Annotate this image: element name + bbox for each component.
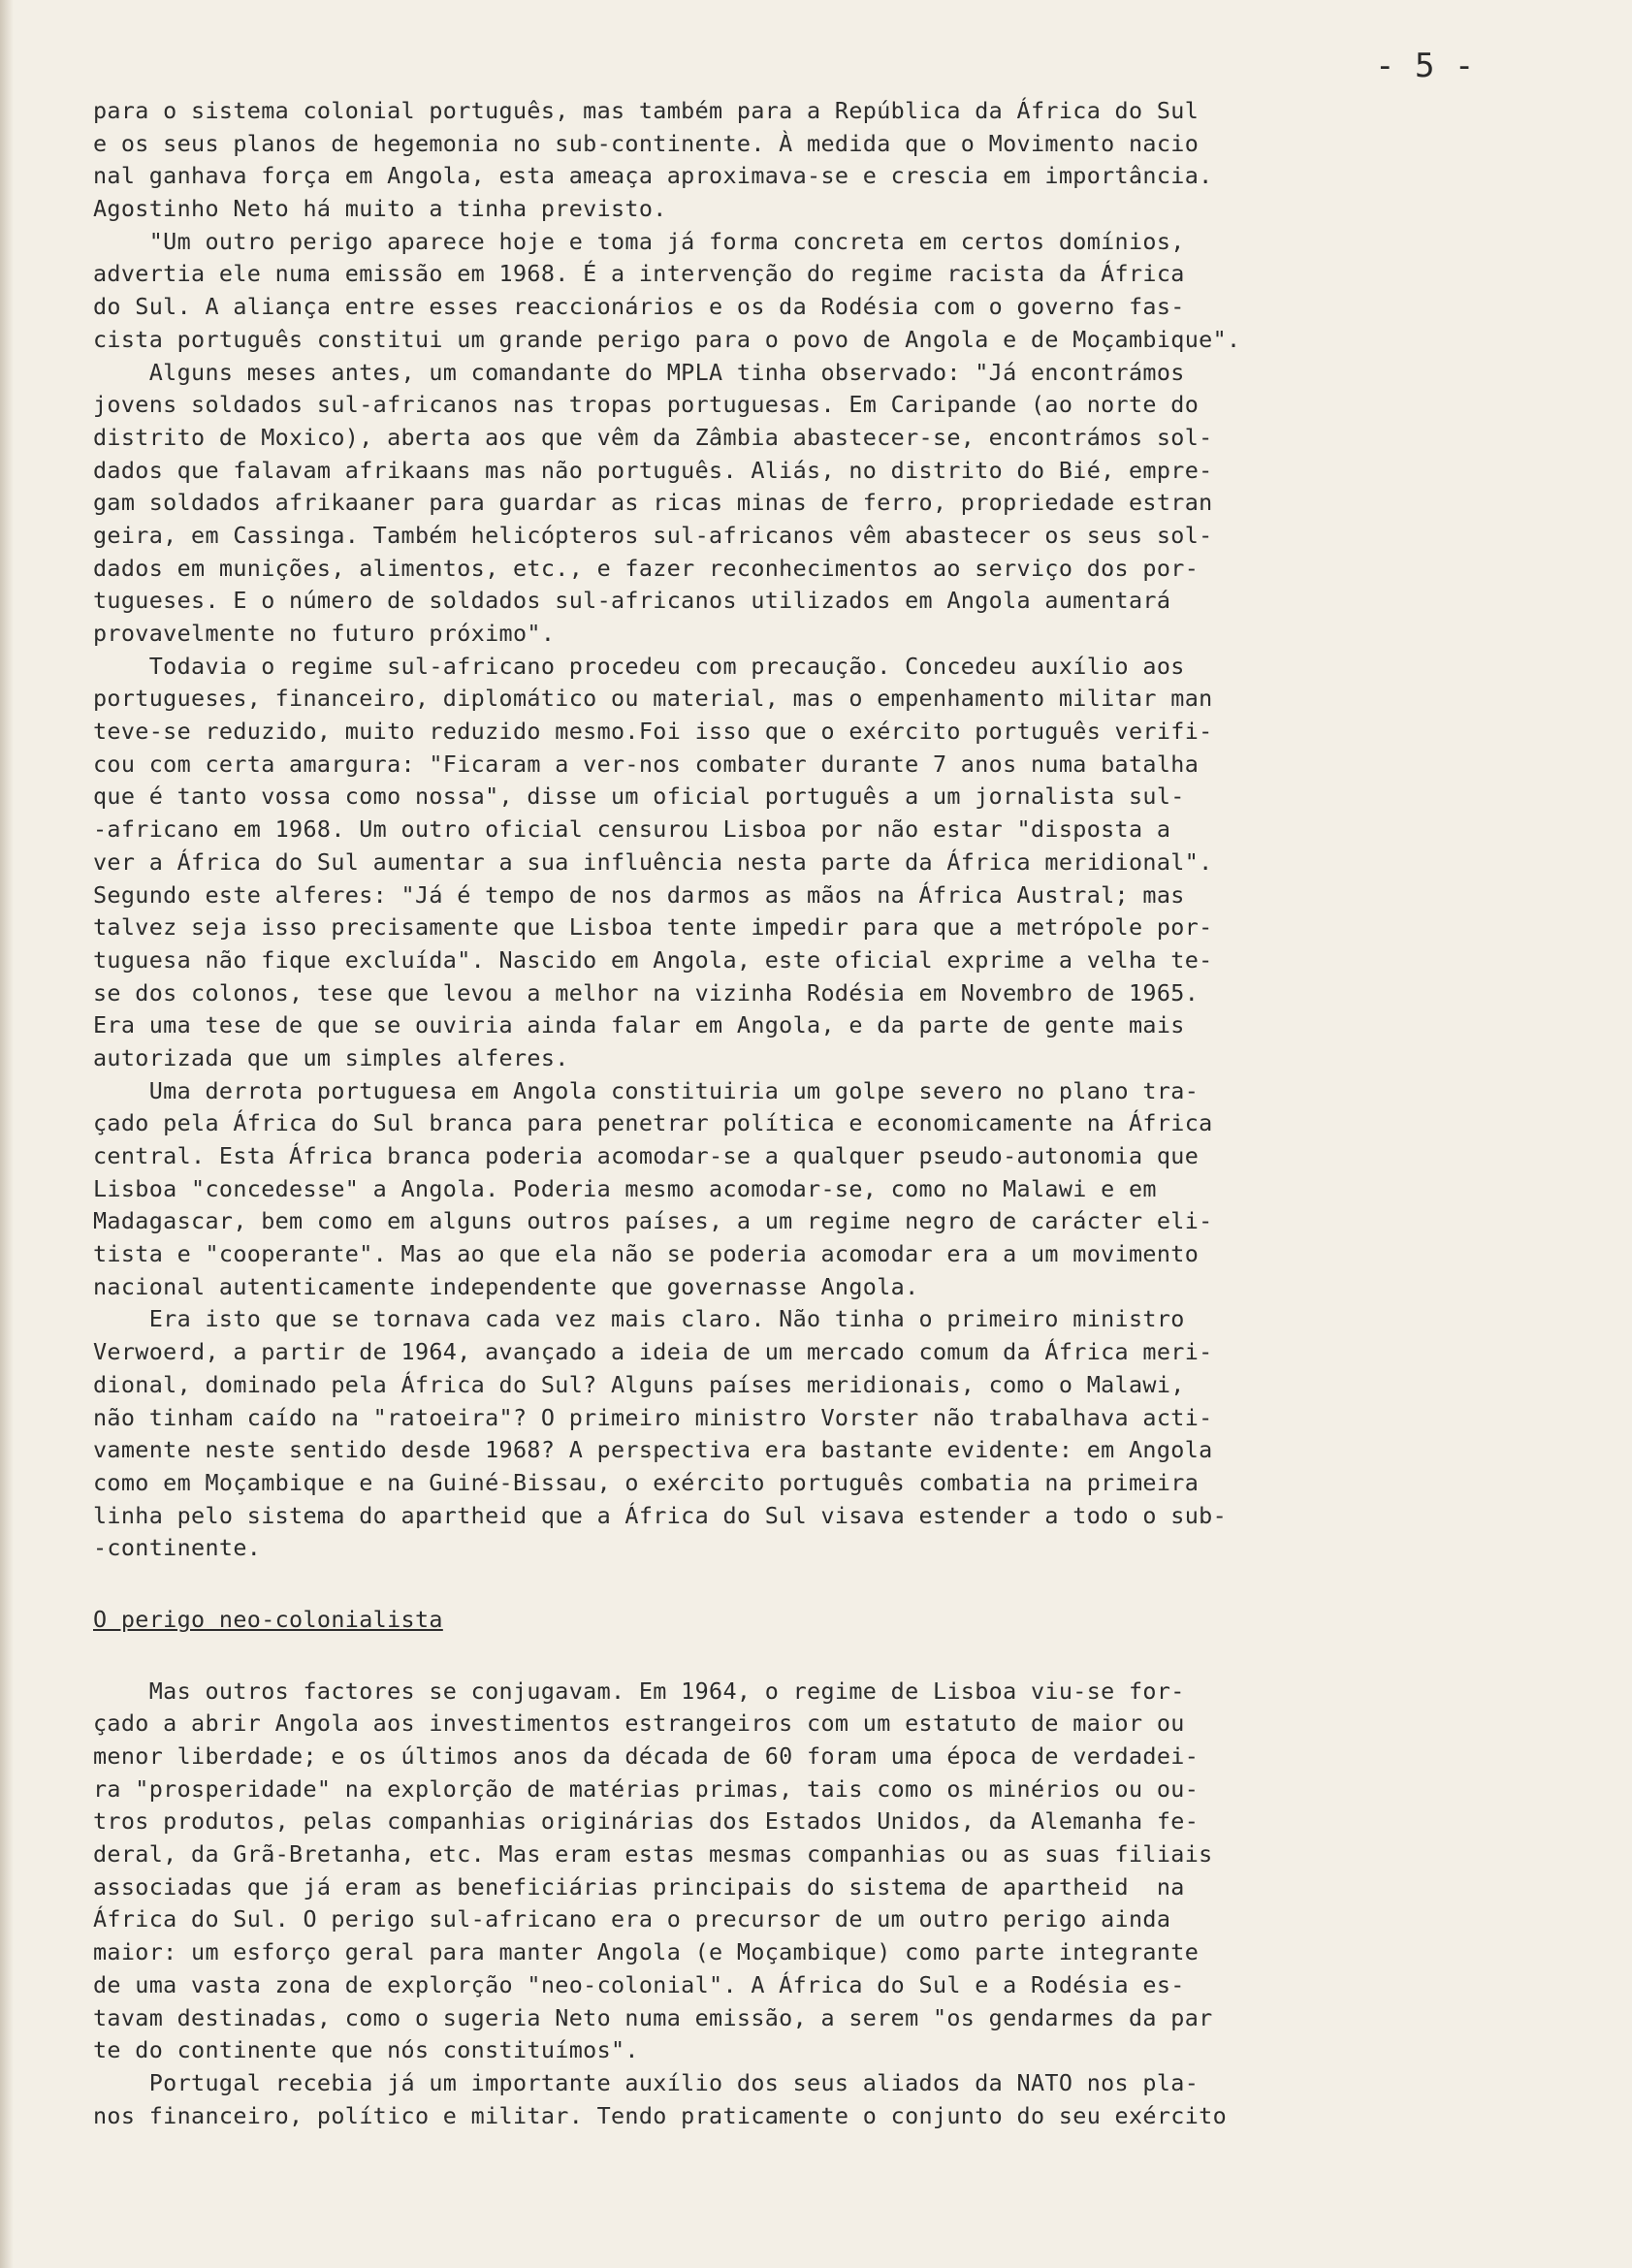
text-line: dados em munições, alimentos, etc., e fazer reconhecimentos ao serviço dos por-: [93, 554, 1200, 582]
text-line: para o sistema colonial português, mas também para a República da África do Sul: [93, 97, 1200, 124]
text-line: vamente neste sentido desde 1968? A perspectiva era bastante evidente: em Angola: [93, 1436, 1213, 1464]
text-line: distrito de Moxico), aberta aos que vêm da Zâmbia abastecer-se, encontrámos sol-: [93, 423, 1213, 451]
text-line: Madagascar, bem como em alguns outros países, a um regime negro de carácter eli-: [93, 1207, 1213, 1235]
text-line: advertia ele numa emissão em 1968. É a intervenção do regime racista da África: [93, 260, 1185, 288]
text-line: de uma vasta zona de explorção "neo-colonial". A África do Sul e a Rodésia es-: [93, 1970, 1185, 1998]
text-line: ra "prosperidade" na explorção de matérias primas, tais como os minérios ou ou-: [93, 1774, 1200, 1803]
text-line: portugueses, financeiro, diplomático ou material, mas o empenhamento militar man: [93, 685, 1213, 713]
text-line: nal ganhava força em Angola, esta ameaça aproximava-se e crescia em importância.: [93, 162, 1213, 190]
text-line: linha pelo sistema do apartheid que a África do Sul visava estender a todo o sub-: [93, 1501, 1228, 1529]
paper-edge-shadow: [0, 0, 14, 2268]
body-text: [93, 95, 1489, 2132]
text-line: menor liberdade; e os últimos anos da década de 60 foram uma época de verdadei-: [93, 1742, 1200, 1770]
text-line: -continente.: [93, 1534, 262, 1562]
text-line: cou com certa amargura: "Ficaram a ver-nos combater durante 7 anos numa batalha: [93, 750, 1200, 778]
text-line: que é tanto vossa como nossa", disse um oficial português a um jornalista sul-: [93, 783, 1185, 811]
text-line: jovens soldados sul-africanos nas tropas portuguesas. Em Caripande (ao norte do: [93, 391, 1200, 419]
text-line: Lisboa "concedesse" a Angola. Poderia mesmo acomodar-se, como no Malawi e em: [93, 1174, 1157, 1202]
text-line: Era uma tese de que se ouviria ainda falar em Angola, e da parte de gente mais: [93, 1011, 1185, 1039]
paragraph-gap: [93, 1565, 1489, 1604]
text-line: deral, da Grã-Bretanha, etc. Mas eram estas mesmas companhias ou as suas filiais: [93, 1840, 1213, 1869]
text-line: Verwoerd, a partir de 1964, avançado a ideia de um mercado comum da África meri-: [93, 1338, 1213, 1366]
text-line: gam soldados afrikaaner para guardar as ricas minas de ferro, propriedade estran: [93, 489, 1213, 517]
text-line: e os seus planos de hegemonia no sub-continente. À medida que o Movimento nacio: [93, 129, 1200, 157]
text-line: Agostinho Neto há muito a tinha previsto.: [93, 195, 667, 223]
section-colonial-threat: [93, 95, 1489, 1565]
text-line: África do Sul. O perigo sul-africano era o precursor de um outro perigo ainda: [93, 1905, 1171, 1933]
text-line: cista português constitui um grande perigo para o povo de Angola e de Moçambique".: [93, 325, 1241, 353]
text-line: Segundo este alferes: "Já é tempo de nos darmos as mãos na África Austral; mas: [93, 880, 1185, 909]
text-line: talvez seja isso precisamente que Lisboa tente impedir para que a metrópole por-: [93, 913, 1213, 942]
text-line: tavam destinadas, como o sugeria Neto numa emissão, a serem "os gendarmes da par: [93, 2003, 1213, 2031]
text-line: nacional autenticamente independente que governasse Angola.: [93, 1272, 919, 1300]
text-line: do Sul. A aliança entre esses reaccionários e os da Rodésia com o governo fas-: [93, 293, 1185, 321]
text-line: Era isto que se tornava cada vez mais claro. Não tinha o primeiro ministro: [93, 1305, 1185, 1333]
text-line: teve-se reduzido, muito reduzido mesmo.Foi isso que o exército português verifi-: [93, 718, 1213, 746]
text-line: não tinham caído na "ratoeira"? O primeiro ministro Vorster não trabalhava acti-: [93, 1403, 1213, 1431]
text-line: ver a África do Sul aumentar a sua influência nesta parte da África meridional".: [93, 847, 1213, 876]
text-line: nos financeiro, político e militar. Tendo praticamente o conjunto do seu exército: [93, 2101, 1228, 2129]
text-line: Mas outros factores se conjugavam. Em 1964, o regime de Lisboa viu-se for-: [93, 1677, 1185, 1705]
text-line: çado a abrir Angola aos investimentos estrangeiros com um estatuto de maior ou: [93, 1709, 1185, 1738]
text-line: tugueses. E o número de soldados sul-africanos utilizados em Angola aumentará: [93, 587, 1171, 615]
text-line: te do continente que nós constituímos".: [93, 2036, 639, 2064]
text-line: dional, dominado pela África do Sul? Alguns países meridionais, como o Malawi,: [93, 1370, 1185, 1398]
text-line: provavelmente no futuro próximo".: [93, 620, 556, 647]
text-line: -africano em 1968. Um outro oficial censurou Lisboa por não estar "disposta a: [93, 815, 1171, 844]
page-number: - 5 -: [1375, 47, 1475, 85]
text-line: central. Esta África branca poderia acomodar-se a qualquer pseudo-autonomia que: [93, 1142, 1200, 1169]
text-line: Alguns meses antes, um comandante do MPLA tinha observado: "Já encontrámos: [93, 358, 1185, 386]
text-line: Todavia o regime sul-africano procedeu com precaução. Concedeu auxílio aos: [93, 652, 1185, 680]
text-line: tros produtos, pelas companhias originárias dos Estados Unidos, da Alemanha fe-: [93, 1807, 1200, 1836]
text-line: Uma derrota portuguesa em Angola constituiria um golpe severo no plano tra-: [93, 1076, 1200, 1104]
text-line: autorizada que um simples alferes.: [93, 1043, 569, 1071]
paragraph-gap: [93, 1637, 1489, 1676]
text-line: "Um outro perigo aparece hoje e toma já forma concreta em certos domínios,: [93, 227, 1185, 255]
section-neo-colonial: [93, 1676, 1489, 2133]
text-line: tuguesa não fique excluída". Nascido em Angola, este oficial exprime a velha te-: [93, 945, 1213, 974]
text-line: associadas que já eram as beneficiárias principais do sistema de apartheid na: [93, 1872, 1185, 1901]
text-line: tista e "cooperante". Mas ao que ela não se poderia acomodar era a um movimento: [93, 1240, 1200, 1268]
text-line: dados que falavam afrikaans mas não português. Aliás, no distrito do Bié, empre-: [93, 456, 1213, 484]
text-line: como em Moçambique e na Guiné-Bissau, o exército português combatia na primeira: [93, 1468, 1200, 1496]
text-line: maior: um esforço geral para manter Angola (e Moçambique) como parte integrante: [93, 1938, 1200, 1966]
section-heading: O perigo neo-colonialista: [93, 1605, 443, 1633]
text-line: çado pela África do Sul branca para penetrar política e economicamente na África: [93, 1109, 1213, 1137]
text-line: geira, em Cassinga. Também helicópteros sul-africanos vêm abastecer os seus sol-: [93, 521, 1213, 549]
text-line: Portugal recebia já um importante auxílio dos seus aliados da NATO nos pla-: [93, 2068, 1200, 2096]
text-line: se dos colonos, tese que levou a melhor na vizinha Rodésia em Novembro de 1965.: [93, 978, 1200, 1006]
